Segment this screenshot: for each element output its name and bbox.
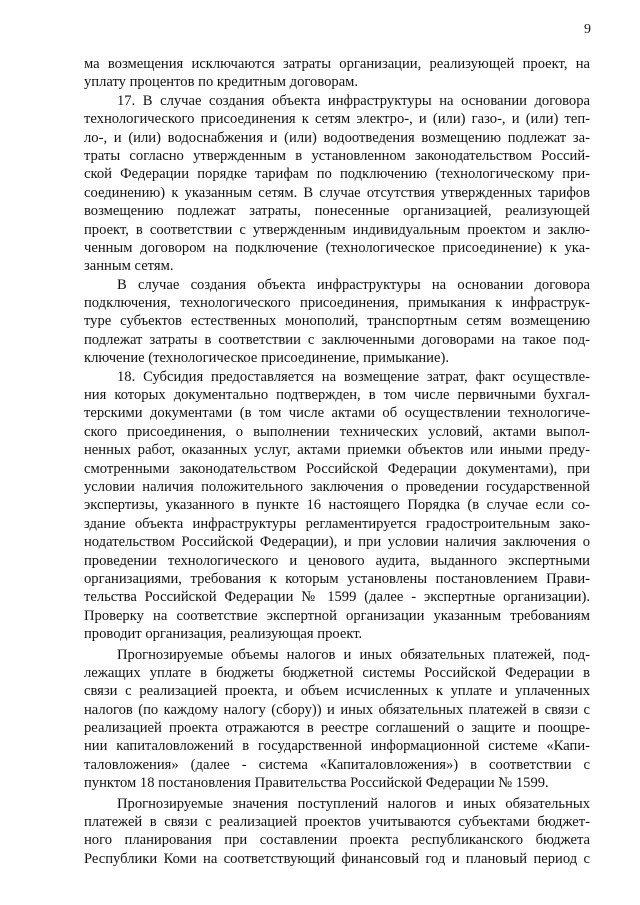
text-line: подлежат затраты в соответствии с заключенными договорами на такое под- (84, 331, 590, 348)
text-line: туре субъектов естественных монополий, транспортным сетям возмещению (84, 313, 590, 330)
text-line: соединению) к указанным сетям. В случае отсутствия утвержденных тарифов (84, 184, 590, 201)
text-line: ло-, и (или) водоснабжения и (или) водоотведения возмещению подлежат за- (84, 129, 590, 146)
text-line: ненных работ, оказанных услуг, актами приемки объектов или иными преду- (84, 442, 590, 459)
text-line: здание объекта инфраструктуры регламентируется градостроительным зако- (84, 515, 590, 532)
text-line: ния которых документально подтвержден, в том числе первичными бухгал- (84, 387, 590, 404)
text-line: занным сетям. (84, 258, 174, 275)
document-body (84, 55, 590, 868)
paragraph-item-17 (84, 92, 590, 276)
text-line: ма возмещения исключаются затраты организации, реализующей проект, на (84, 56, 590, 72)
text-line: проводит организация, реализующая проект. (84, 626, 363, 643)
text-line: организациями, требования к которым установлены постановлением Прави- (84, 570, 590, 587)
text-line: 18. Субсидия предоставляется на возмещение затрат, факт осуществле- (117, 368, 590, 385)
text-line: подключения, технологического присоединения, примыкания к инфраструк- (84, 295, 590, 312)
text-line: ченным договором на подключение (технологическое присоединение) к ука- (84, 239, 590, 256)
text-line: ской Федерации порядке тарифам по подключению (технологическому при- (84, 166, 590, 183)
text-line: платежей в связи с реализацией проектов учитываются субъектами бюджет- (84, 814, 590, 831)
text-line: нии капиталовложений в государственной информационной системе «Капи- (84, 738, 590, 755)
text-line: условии наличия положительного заключения о проведении государственной (84, 478, 590, 495)
text-line: Республики Коми на соответствующий финансовый год и плановый период с (84, 850, 590, 867)
paragraph-revenue-forecast (84, 795, 590, 869)
text-line: лежащих уплате в бюджеты бюджетной системы Российской Федерации в (84, 664, 590, 681)
text-line: реализацией проекта отражаются в реестре соглашений о защите и поощре- (84, 720, 590, 737)
text-line: терскими документами (в том числе актами об осуществлении технологиче- (84, 405, 590, 422)
text-line: уплату процентов по кредитным договорам. (84, 74, 359, 91)
text-line: ского присоединения, о выполнении технических условий, актами выпол- (84, 423, 590, 440)
text-line: Прогнозируемые значения поступлений налогов и иных обязательных (117, 795, 590, 812)
paragraph-continuation (84, 55, 590, 92)
text-line: технологического присоединения к сетям электро-, и (или) газо-, и (или) теп- (84, 111, 590, 128)
text-line: нодательством Российской Федерации), и при условии наличия заключения о (84, 534, 590, 551)
text-line: ного планирования при составлении проекта республиканского бюджета (84, 832, 590, 849)
text-line: возмещению подлежат затраты, понесенные организацией, реализующей (84, 203, 590, 220)
text-line: ключение (технологическое присоединение, примыкание). (84, 350, 449, 367)
text-line: таловложения» (далее - система «Капиталовложения») в соответствии с (84, 756, 590, 773)
text-line: В случае создания объекта инфраструктуры на основании договора (117, 276, 590, 293)
text-line: проект, в соответствии с утвержденным индивидуальным проектом и заклю- (84, 221, 590, 238)
text-line: тельства Российской Федерации № 1599 (далее - экспертные организации). (84, 589, 590, 606)
text-line: Прогнозируемые объемы налогов и иных обязательных платежей, под- (117, 646, 590, 663)
text-line: траты согласно утвержденным в установленном законодательством Россий- (84, 147, 590, 164)
page-number: 9 (584, 22, 591, 37)
text-line: налогов (по каждому налогу (сбору)) и иных обязательных платежей в связи с (84, 701, 590, 718)
text-line: связи с реализацией проекта, и объем исчисленных к уплате и уплаченных (84, 683, 590, 700)
paragraph-infrastructure-contract (84, 276, 590, 368)
paragraph-tax-forecast (84, 646, 590, 793)
text-line: пунктом 18 постановления Правительства Российской Федерации № 1599. (84, 775, 549, 792)
text-line: 17. В случае создания объекта инфраструктуры на основании договора (117, 92, 590, 109)
text-line: экспертизы, указанного в пункте 16 настоящего Порядка (в случае если со- (84, 497, 590, 514)
paragraph-item-18 (84, 368, 590, 644)
text-line: проведении технологического и ценового аудита, выданного экспертными (84, 552, 590, 569)
text-line: Проверку на соответствие экспертной организации указанным требованиям (84, 607, 590, 624)
text-line: смотренными законодательством Российской Федерации документами), при (84, 460, 590, 477)
